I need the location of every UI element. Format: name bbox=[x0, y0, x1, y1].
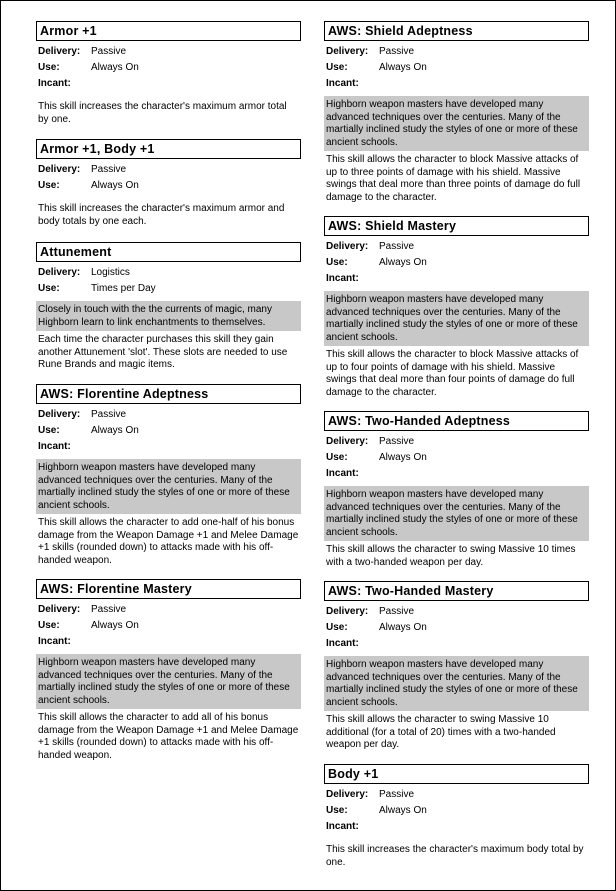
use-label: Use: bbox=[326, 62, 348, 73]
delivery-label: Delivery: bbox=[38, 164, 81, 175]
delivery-value: Passive bbox=[91, 46, 127, 57]
skill-description: This skill increases the character's maximum armor total by one. bbox=[38, 101, 287, 125]
delivery-label: Delivery: bbox=[326, 436, 369, 447]
delivery-row bbox=[324, 787, 589, 803]
skill-description: This skill increases the character's maximum body total by one. bbox=[326, 844, 584, 868]
skill-entry-attunement bbox=[36, 242, 301, 372]
delivery-row bbox=[324, 604, 589, 620]
skill-fields bbox=[36, 602, 301, 650]
use-row bbox=[324, 255, 589, 271]
skill-fields bbox=[324, 787, 589, 835]
incant-label: Incant: bbox=[38, 78, 71, 89]
skill-entry-armor-body bbox=[36, 139, 301, 228]
skill-entry-armor-1 bbox=[36, 21, 301, 126]
use-label: Use: bbox=[326, 622, 348, 633]
skill-fields bbox=[324, 239, 589, 287]
use-value: Always On bbox=[379, 805, 427, 816]
delivery-value: Passive bbox=[379, 241, 415, 252]
skill-title: Body +1 bbox=[324, 764, 589, 784]
skill-title: AWS: Shield Adeptness bbox=[324, 21, 589, 41]
use-label: Use: bbox=[326, 257, 348, 268]
skill-fields bbox=[36, 265, 301, 297]
incant-row bbox=[36, 76, 301, 92]
skill-title: AWS: Florentine Mastery bbox=[36, 579, 301, 599]
delivery-row bbox=[324, 44, 589, 60]
skill-fields bbox=[36, 44, 301, 92]
use-value: Always On bbox=[379, 257, 427, 268]
use-label: Use: bbox=[38, 283, 60, 294]
delivery-row bbox=[36, 265, 301, 281]
use-label: Use: bbox=[38, 425, 60, 436]
skill-title: AWS: Florentine Adeptness bbox=[36, 384, 301, 404]
skill-entry-florentine-mastery bbox=[36, 579, 301, 762]
skill-fields bbox=[324, 44, 589, 92]
incant-row bbox=[36, 634, 301, 650]
use-value: Always On bbox=[379, 62, 427, 73]
use-row bbox=[324, 620, 589, 636]
skill-flavor-text: Closely in touch with the the currents of magic, many Highborn learn to link enchantments to themselves. bbox=[36, 301, 301, 331]
skill-title: AWS: Two-Handed Mastery bbox=[324, 581, 589, 601]
use-row bbox=[324, 450, 589, 466]
delivery-value: Passive bbox=[379, 46, 415, 57]
incant-row bbox=[36, 439, 301, 455]
use-row bbox=[324, 60, 589, 76]
skill-description: This skill allows the character to block Massive attacks of up to three points of damage with his shield. Massive swings that deal more than three points of damage do full damage to the character. bbox=[326, 154, 581, 203]
skill-flavor-text: Highborn weapon masters have developed many advanced techniques over the centuries. Many of the martially inclined study the styles of one or more of these ancient schools. bbox=[324, 291, 589, 346]
delivery-value: Passive bbox=[379, 606, 415, 617]
use-row bbox=[36, 60, 301, 76]
use-value: Times per Day bbox=[91, 283, 156, 294]
skill-description: This skill increases the character's maximum armor and body totals by one each. bbox=[38, 203, 285, 227]
incant-label: Incant: bbox=[326, 468, 359, 479]
delivery-row bbox=[36, 407, 301, 423]
skill-entry-florentine-adeptness bbox=[36, 384, 301, 567]
delivery-row bbox=[36, 162, 301, 178]
skill-description: This skill allows the character to block Massive attacks of up to four points of damage with his shield. Massive swings that deal more than four points of damage do full damage to the character. bbox=[326, 349, 579, 398]
skill-flavor-text: Highborn weapon masters have developed many advanced techniques over the centuries. Many of the martially inclined study the styles of one or more of these ancient schools. bbox=[324, 656, 589, 711]
use-label: Use: bbox=[326, 805, 348, 816]
incant-label: Incant: bbox=[326, 638, 359, 649]
skill-title: Armor +1, Body +1 bbox=[36, 139, 301, 159]
use-row bbox=[36, 423, 301, 439]
skill-fields bbox=[324, 434, 589, 482]
skill-entry-body-1 bbox=[324, 764, 589, 869]
use-label: Use: bbox=[326, 452, 348, 463]
use-value: Always On bbox=[379, 622, 427, 633]
skill-entry-two-handed-adeptness bbox=[324, 411, 589, 569]
skill-title: Armor +1 bbox=[36, 21, 301, 41]
skill-flavor-text: Highborn weapon masters have developed many advanced techniques over the centuries. Many of the martially inclined study the styles of one or more of these ancient schools. bbox=[36, 654, 301, 709]
delivery-row bbox=[324, 239, 589, 255]
delivery-label: Delivery: bbox=[326, 241, 369, 252]
skill-title: Attunement bbox=[36, 242, 301, 262]
skill-description: This skill allows the character to swing Massive 10 times with a two-handed weapon per day. bbox=[326, 544, 576, 568]
use-value: Always On bbox=[379, 452, 427, 463]
incant-row bbox=[324, 819, 589, 835]
skill-description: Each time the character purchases this skill they gain another Attunement 'slot'. These slots are needed to use Rune Brands and magic items. bbox=[38, 334, 288, 370]
skill-fields bbox=[324, 604, 589, 652]
delivery-value: Logistics bbox=[91, 267, 130, 278]
incant-row bbox=[324, 466, 589, 482]
skill-description: This skill allows the character to add one-half of his bonus damage from the Weapon Damage +1 and Melee Damage +1 skills (rounded down) to attacks made with his off-handed weapon. bbox=[38, 517, 299, 566]
use-row bbox=[36, 281, 301, 297]
delivery-label: Delivery: bbox=[326, 789, 369, 800]
skill-entry-shield-adeptness bbox=[324, 21, 589, 204]
skill-flavor-text: Highborn weapon masters have developed many advanced techniques over the centuries. Many of the martially inclined study the styles of one or more of these ancient schools. bbox=[324, 486, 589, 541]
incant-label: Incant: bbox=[326, 821, 359, 832]
incant-label: Incant: bbox=[38, 636, 71, 647]
delivery-value: Passive bbox=[379, 436, 415, 447]
incant-row bbox=[324, 76, 589, 92]
use-value: Always On bbox=[91, 620, 139, 631]
delivery-label: Delivery: bbox=[38, 267, 81, 278]
skill-title: AWS: Two-Handed Adeptness bbox=[324, 411, 589, 431]
incant-row bbox=[324, 636, 589, 652]
delivery-value: Passive bbox=[91, 409, 127, 420]
skill-flavor-text: Highborn weapon masters have developed many advanced techniques over the centuries. Many of the martially inclined study the styles of one or more of these ancient schools. bbox=[36, 459, 301, 514]
skill-fields bbox=[36, 162, 301, 194]
incant-label: Incant: bbox=[326, 78, 359, 89]
use-row bbox=[324, 803, 589, 819]
use-value: Always On bbox=[91, 180, 139, 191]
delivery-row bbox=[36, 44, 301, 60]
use-row bbox=[36, 178, 301, 194]
delivery-label: Delivery: bbox=[38, 604, 81, 615]
use-value: Always On bbox=[91, 62, 139, 73]
use-row bbox=[36, 618, 301, 634]
use-label: Use: bbox=[38, 180, 60, 191]
delivery-value: Passive bbox=[91, 164, 127, 175]
skill-entry-shield-mastery bbox=[324, 216, 589, 399]
delivery-label: Delivery: bbox=[38, 46, 81, 57]
skill-description: This skill allows the character to add all of his bonus damage from the Weapon Damage +1 and Melee Damage +1 skills (rounded down) to attacks made with his off-handed weapon. bbox=[38, 712, 299, 761]
use-value: Always On bbox=[91, 425, 139, 436]
delivery-value: Passive bbox=[91, 604, 127, 615]
incant-row bbox=[324, 271, 589, 287]
skill-description: This skill allows the character to swing Massive 10 additional (for a total of 20) times with a two-handed weapon per day. bbox=[326, 714, 556, 750]
delivery-label: Delivery: bbox=[326, 606, 369, 617]
skill-entry-two-handed-mastery bbox=[324, 581, 589, 752]
delivery-label: Delivery: bbox=[38, 409, 81, 420]
use-label: Use: bbox=[38, 62, 60, 73]
skill-fields bbox=[36, 407, 301, 455]
delivery-label: Delivery: bbox=[326, 46, 369, 57]
incant-label: Incant: bbox=[326, 273, 359, 284]
delivery-row bbox=[36, 602, 301, 618]
skill-flavor-text: Highborn weapon masters have developed many advanced techniques over the centuries. Many of the martially inclined study the styles of one or more of these ancient schools. bbox=[324, 96, 589, 151]
delivery-row bbox=[324, 434, 589, 450]
delivery-value: Passive bbox=[379, 789, 415, 800]
skill-title: AWS: Shield Mastery bbox=[324, 216, 589, 236]
use-label: Use: bbox=[38, 620, 60, 631]
incant-label: Incant: bbox=[38, 441, 71, 452]
